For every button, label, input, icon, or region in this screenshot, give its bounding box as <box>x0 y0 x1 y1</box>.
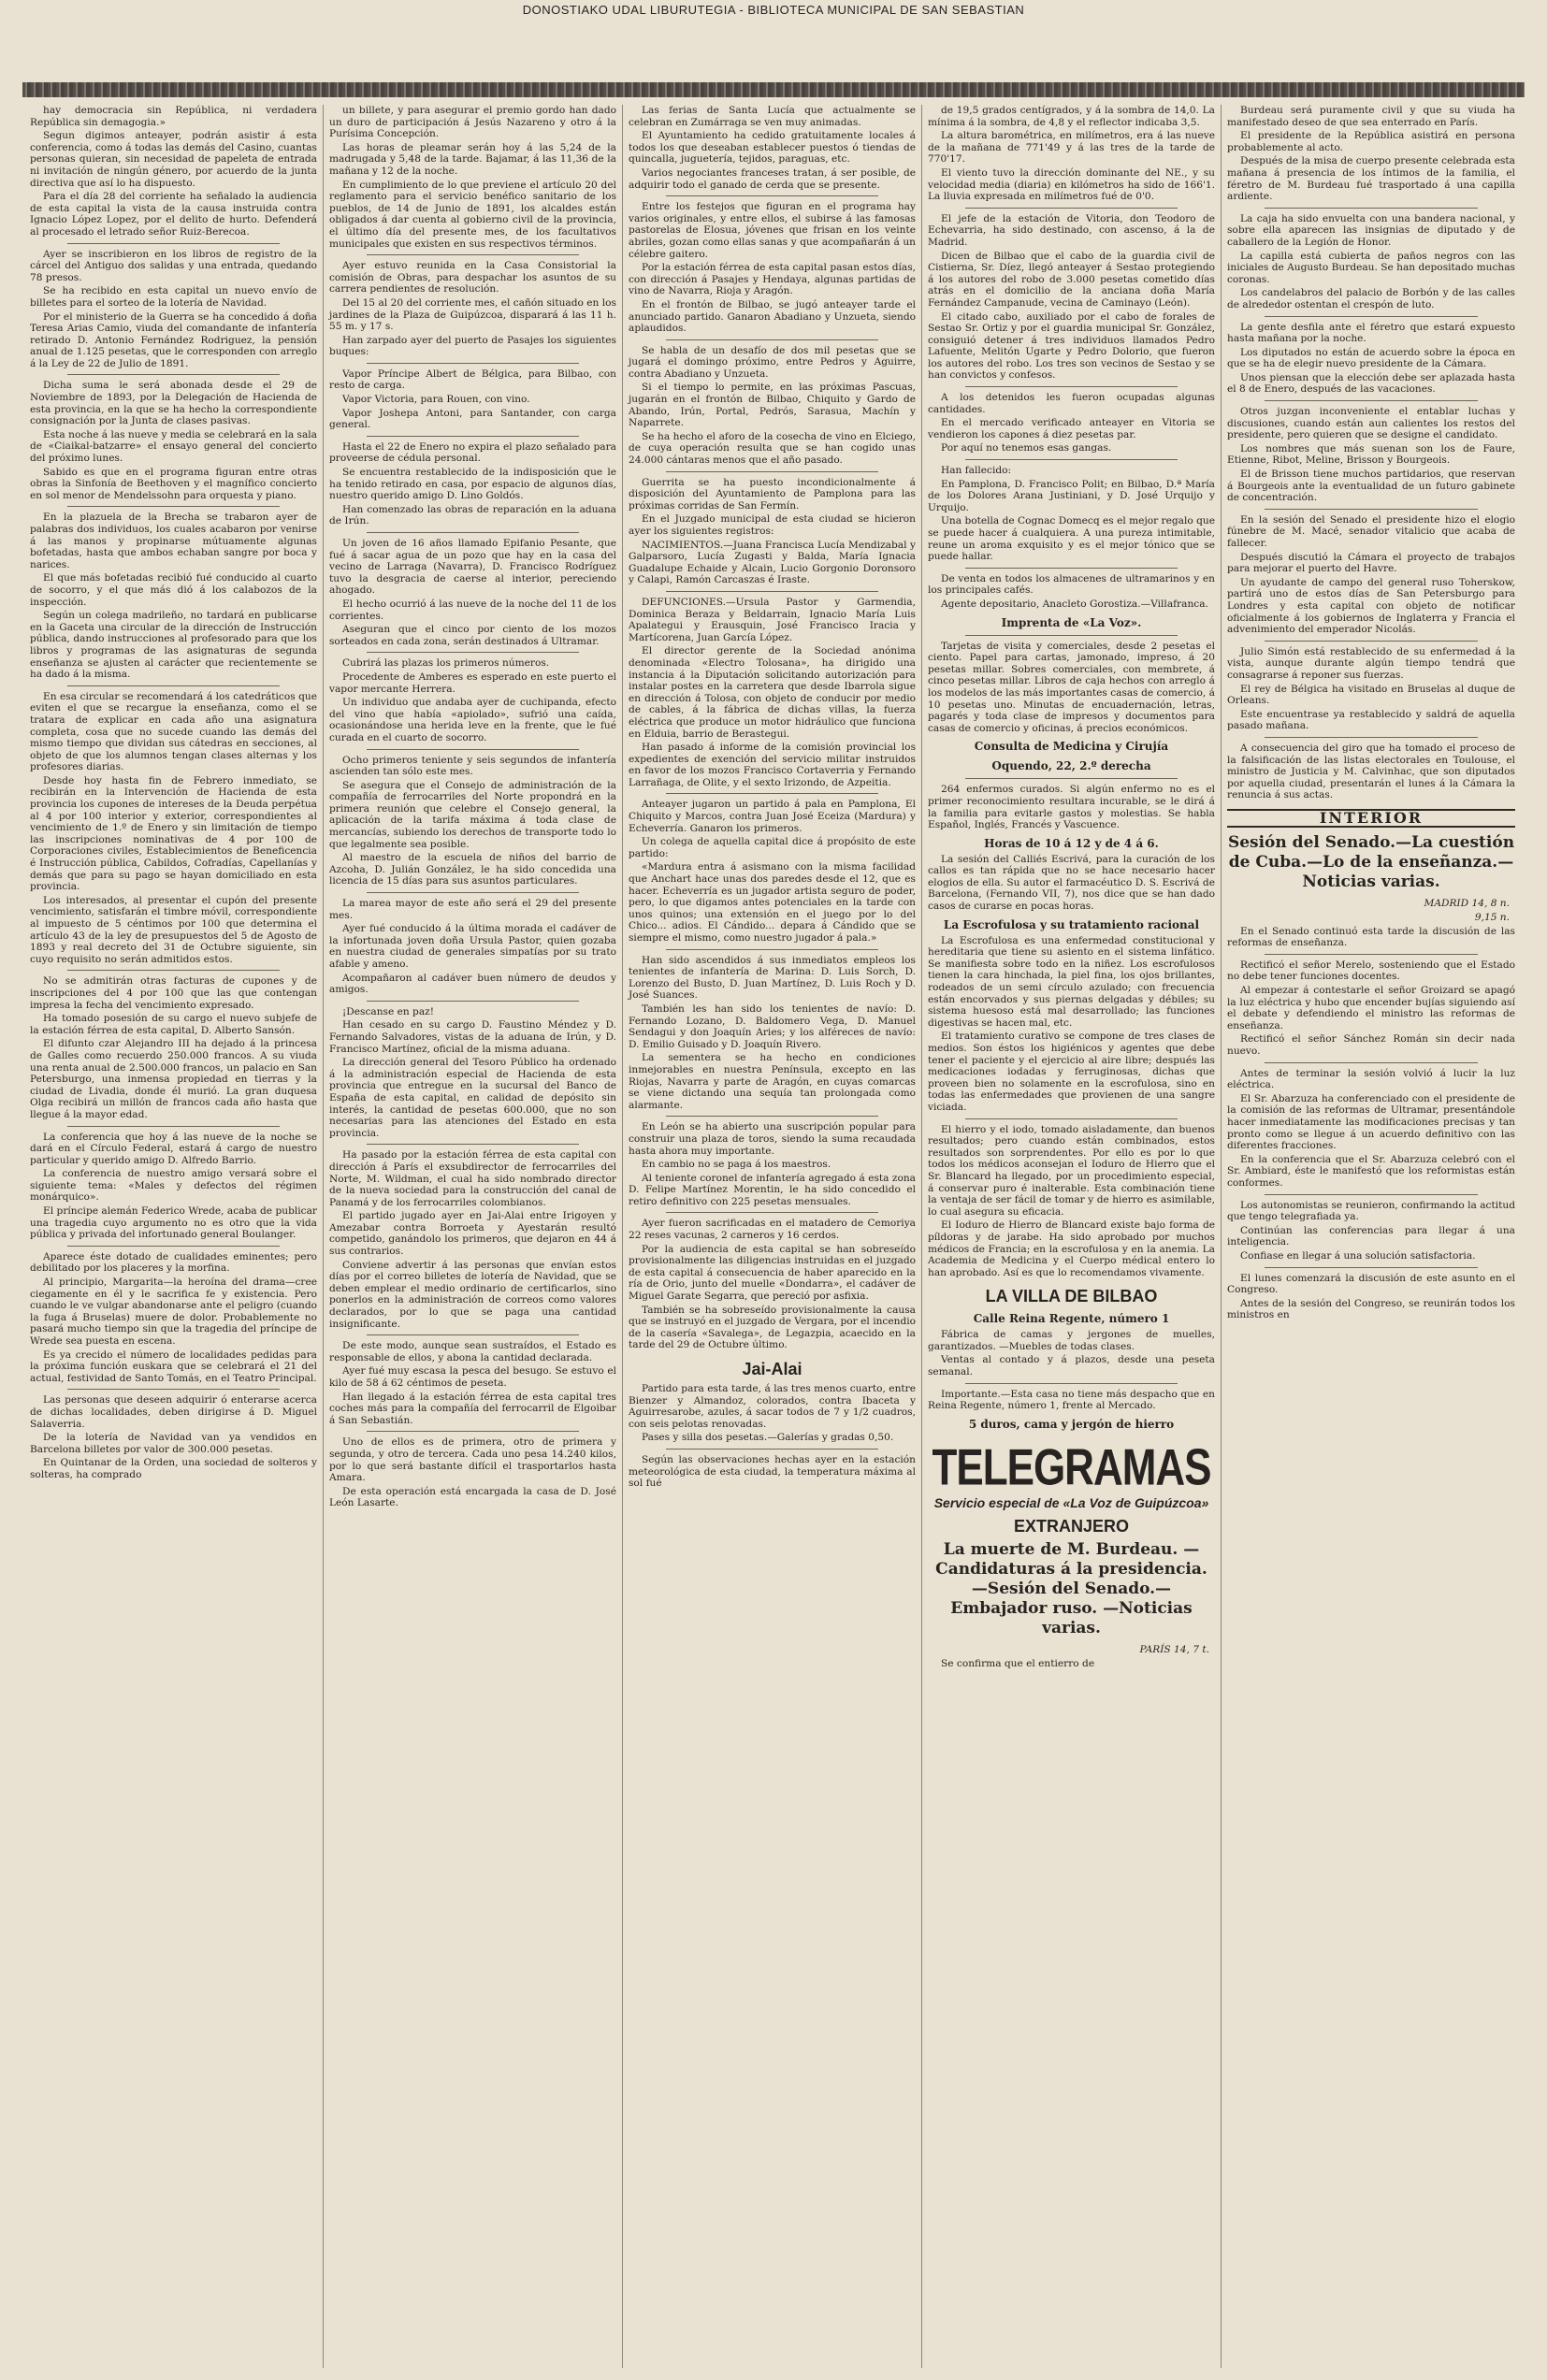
news-paragraph: Se asegura que el Consejo de administración de la compañía de ferrocarriles del Norte propondrá en la primera reunión que celebre el Consejo general, la aplicación de la tarifa máxima á toda clase de mercancías, subiendo los derechos de transporte todo lo que legalmente sea posible. <box>329 779 616 850</box>
news-paragraph: El director gerente de la Sociedad anónima denominada «Electro Tolosana», ha dirigido una instancia á la Diputación solicitando autorización para instalar postes en la carretera que desde Ibarrola sigue en dirección á Tolosa, con objeto de conducir por medio de cables, á la fábrica de dichas villas, la fuerza eléctrica que produce un motor hidráulico que funciona en Elduia, barrio de Berastegui. <box>629 645 916 740</box>
news-paragraph: Un individuo que andaba ayer de cuchipanda, efecto del vino que había «apiolado», sufrió una caída, ocasionándose una herida leve en la frente, que le fué curada en el cuarto de socorro. <box>329 697 616 743</box>
news-paragraph: En el Juzgado municipal de esta ciudad se hicieron ayer los siguientes registros: <box>629 513 916 537</box>
news-paragraph: El difunto czar Alejandro III ha dejado á la princesa de Galles como recuerdo 250.000 francos. A su viuda una renta anual de 2.500.000 francos, un palacio en San Petersburgo, una inmensa propiedad en tierras y la ciudad de Livadia, donde él murió. La gran duquesa Olga recibirá un millón de francos cada año hasta que llegue á la mayor edad. <box>30 1038 317 1120</box>
column-separator-rule <box>666 793 878 794</box>
news-paragraph: Otros juzgan inconveniente el entablar luchas y discusiones, cuando están aun calientes los restos del presidente, pero quieren que se designe el candidato. <box>1227 406 1515 441</box>
news-paragraph: El de Brisson tiene muchos partidarios, que reservan á Bourgeois ante la eventualidad de un futuro gabinete de concentración. <box>1227 469 1515 504</box>
news-paragraph: Han cesado en su cargo D. Faustino Méndez y D. Fernando Salvadores, vistas de la aduana de Irún, y D. Francisco Martínez, oficial de la misma aduana. <box>329 1019 616 1055</box>
column-separator-rule <box>67 1389 280 1390</box>
news-paragraph: de 19,5 grados centígrados, y á la sombra de 14,0. La mínima á la sombra, de 4,8 y el reflector indicaba 3,5. <box>928 105 1215 128</box>
news-paragraph: La conferencia que hoy á las nueve de la noche se dará en el Círculo Federal, estará á cargo de nuestro particular y querido amigo D. Alfredo Barrio. <box>30 1131 317 1166</box>
column-separator-rule <box>367 532 579 533</box>
column-separator-rule <box>666 949 878 950</box>
column-separator-rule <box>965 778 1178 779</box>
news-paragraph: En la conferencia que el Sr. Abarzuza celebró con el Sr. Ambiard, éste le manifestó que los reformistas están conformes. <box>1227 1153 1515 1189</box>
column-separator-rule <box>367 749 579 750</box>
column-separator-rule <box>1265 316 1478 317</box>
news-paragraph: 264 enfermos curados. Si algún enfermo no es el primer reconocimiento resultara incurable, se le dirá á la familia para evitarle gastos y molestias. Se habla Español, Inglés, Francés y Vascuence. <box>928 784 1215 831</box>
news-paragraph: Según las observaciones hechas ayer en la estación meteorológica de esta ciudad, la temperatura máxima al sol fué <box>629 1453 916 1490</box>
news-paragraph: Procedente de Amberes es esperado en este puerto el vapor mercante Herrera. <box>329 671 616 695</box>
news-paragraph: Importante.—Esta casa no tiene más despacho que en Reina Regente, número 1, frente al Mercado. <box>928 1388 1215 1412</box>
news-paragraph: Una botella de Cognac Domecq es el mejor regalo que se puede hacer á cualquiera. A una pureza intimitable, reune un aroma exquisito y es el mejor tónico que se puede hallar. <box>928 515 1215 563</box>
column-separator-rule <box>67 685 280 686</box>
news-paragraph: La sesión del Calliés Escrivá, para la curación de los callos es tan rápida que no se hace necesario hacer elogios de ella. Su autor el farmacéutico D. S. Escrivá de Barcelona, (Fernando VII, 7), nos dice que se han dado casos de curarse en pocas horas. <box>928 853 1215 913</box>
news-paragraph: Las personas que deseen adquirir ó enterarse acerca de dichas localidades, deben dirigirse á D. Miguel Salaverria. <box>30 1394 317 1430</box>
section-heading: Calle Reina Regente, número 1 <box>973 1312 1170 1326</box>
news-paragraph: La capilla está cubierta de paños negros con las iniciales de Augusto Burdeau. Se han depositado muchas coronas. <box>1227 250 1515 285</box>
news-paragraph: Se confirma que el entierro de <box>941 1658 1095 1670</box>
news-paragraph: NACIMIENTOS.—Juana Francisca Lucía Mendizabal y Galparsoro, Lucía Zugasti y Balda, María Ignacia Guadalupe Echaide y Alcain, Lucio Gorgonio Doronsoro y Calapi, Ramón Carcaszas é Iraste. <box>629 539 916 586</box>
news-paragraph: Han fallecido: <box>941 465 1012 477</box>
news-paragraph: Los diputados no están de acuerdo sobre la época en que se ha de elegir nuevo presidente de la Cámara. <box>1227 346 1515 370</box>
column-separator-rule <box>965 208 1178 209</box>
news-paragraph: Ayer fué muy escasa la pesca del besugo. Se estuvo el kilo de 58 á 62 céntimos de peseta. <box>329 1365 616 1389</box>
news-paragraph: Sabido es que en el programa figuran entre otras obras la Sinfonía de Beethoven y el magnífico concierto en sol menor de Mendelssohn para orquesta y piano. <box>30 466 317 501</box>
news-paragraph: Se habla de un desafío de dos mil pesetas que se jugará el domingo próximo, entre Pedros y Aguirre, contra Abadiano y Unzueta. <box>629 344 916 380</box>
news-paragraph: De venta en todos los almacenes de ultramarinos y en los principales cafés. <box>928 572 1215 597</box>
news-paragraph: Un ayudante de campo del general ruso Toherskow, partirá uno de estos días de San Petersburgo para Londres y esta capital con objeto de notificar oficialmente á los gobiernos de Inglaterra y Francia el advenimiento del emperador Nicolás. <box>1227 576 1515 636</box>
news-paragraph: El tratamiento curativo se compone de tres clases de medios. Son éstos los higiénicos y agentes que debe tener el paciente y el ejercicio al aire libre; después las medicaciones iodadas y ferruginosas, dichas que proveen bien no solamente en la escrofulosa, sino en todas las enfermedades que provienen de una sangre viciada. <box>928 1031 1215 1113</box>
news-paragraph: DEFUNCIONES.—Ursula Pastor y Garmendia, Dominica Beraza y Beldarrain, Ignacio María Luis Apalategui y Erausquin, José Francisco Iracia y Martícorena, Juan García López. <box>629 596 916 643</box>
news-paragraph: Después de la misa de cuerpo presente celebrada esta mañana á presencia de los íntimos de la familia, el féretro de M. Burdeau fué trasportado á una capilla ardiente. <box>1227 155 1515 203</box>
news-paragraph: hay democracia sin República, ni verdadera República sin demagogia.» <box>30 105 317 128</box>
column-2 <box>324 105 623 2368</box>
news-paragraph: Al teniente coronel de infantería agregado á esta zona D. Felipe Martínez Morentin, le ha sido concedido el retiro definitivo con 225 pesetas mensuales. <box>629 1172 916 1207</box>
news-paragraph: Los nombres que más suenan son los de Faure, Etienne, Ribot, Meline, Brisson y Bourgeois. <box>1227 442 1515 467</box>
section-heading: EXTRANJERO <box>1013 1517 1130 1536</box>
news-paragraph: Al empezar á contestarle el señor Groizard se apagó la luz eléctrica y hubo que encender bujías siguiendo así el debate y defendiendo el ministro las reformas de enseñanza. <box>1227 985 1515 1031</box>
section-heading: Oquendo, 22, 2.º derecha <box>991 759 1151 773</box>
news-paragraph: Han llegado á la estación férrea de esta capital tres coches más para la compañía del ferrocarril de Elgoibar á San Sebastián. <box>329 1391 616 1426</box>
news-paragraph: Han zarpado ayer del puerto de Pasajes los siguientes buques: <box>329 334 616 358</box>
column-separator-rule <box>1265 1267 1478 1268</box>
column-separator-rule <box>1265 509 1478 510</box>
column-separator-rule <box>666 471 878 472</box>
news-paragraph: ¡Descanse en paz! <box>342 1005 434 1017</box>
news-paragraph: Si el tiempo lo permite, en las próximas Pascuas, jugarán en el frontón de Bilbao, Chiquito y Gardo de Abando, Irún, Portal, Pedrós, Sarasua, Machín y Naparrete. <box>629 382 916 429</box>
column-separator-rule <box>1265 1194 1478 1195</box>
column-separator-rule <box>367 436 579 437</box>
column-1 <box>24 105 324 2368</box>
column-separator-rule <box>1265 737 1478 738</box>
news-paragraph: No se admitirán otras facturas de cupones y de inscripciones del 4 por 100 que las que contengan impresa la fecha del vencimiento expresado. <box>30 975 317 1011</box>
news-paragraph: Julio Simón está restablecido de su enfermedad á la vista, aunque durante algún tiempo tendrá que consagrarse á reponer sus fuerzas. <box>1227 645 1515 681</box>
newspaper-page <box>24 105 1525 2368</box>
news-paragraph: Rectificó el señor Sánchez Román sin decir nada nuevo. <box>1227 1033 1515 1057</box>
news-paragraph: Varios negociantes franceses tratan, á ser posible, de adquirir todo el ganado de cerda que se presente. <box>629 166 916 191</box>
section-heading: TELEGRAMAS <box>932 1438 1211 1496</box>
section-heading: La muerte de M. Burdeau. —Candidaturas á la presidencia.—Sesión del Senado.—Embajador ruso. —Noticias varias. <box>935 1540 1207 1638</box>
news-paragraph: Desde hoy hasta fin de Febrero inmediato, se recibirán en la Intervención de Hacienda de esta provincia los cupones de intereses de la Deuda perpétua al 4 por 100 interior y exterior, correspondientes al vencimiento de 1.º de Enero y sin limitación de tiempo las inscripciones nominativas de 4 por 100 de Corporaciones civiles, Establecimientos de Beneficencia é Instrucción pública, Cabildos, Cofradías, Capellanías y demás que para su pago se hayan domiciliado en esta provincia. <box>30 774 317 893</box>
news-paragraph: Por la audiencia de esta capital se han sobreseído provisionalmente las diligencias instruidas en el juzgado de esta capital á consecuencia de haber aparecido en la ría de Orio, junto del muelle «Dondarra», el cadáver de Miguel Garate Segarra, que pereció por asfixia. <box>629 1243 916 1303</box>
news-paragraph: En cambio no se paga á los maestros. <box>642 1159 831 1171</box>
news-paragraph: Las horas de pleamar serán hoy á las 5,24 de la madrugada y 5,48 de la tarde. Bajamar, á las 11,36 de la mañana y 12 de la noche. <box>329 141 616 177</box>
news-paragraph: Después discutió la Cámara el proyecto de trabajos para mejorar el puerto del Havre. <box>1227 551 1515 575</box>
news-paragraph: Ventas al contado y á plazos, desde una peseta semanal. <box>928 1354 1215 1378</box>
news-paragraph: Vapor Victoria, para Rouen, con vino. <box>342 394 530 406</box>
column-separator-rule <box>1265 400 1478 401</box>
news-paragraph: Este encuentrase ya restablecido y saldrá de aquella pasado mañana. <box>1227 708 1515 732</box>
news-paragraph: Agente depositario, Anacleto Gorostiza.—Villafranca. <box>941 598 1208 610</box>
archive-watermark: DONOSTIAKO UDAL LIBURUTEGIA - BIBLIOTECA MUNICIPAL DE SAN SEBASTIAN <box>522 3 1025 17</box>
news-paragraph: Burdeau será puramente civil y que su viuda ha manifestado deseo de que sea enterrado en París. <box>1227 105 1515 128</box>
section-heading: LA VILLA DE BILBAO <box>985 1287 1158 1306</box>
news-paragraph: Ocho primeros teniente y seis segundos de infantería ascienden tan sólo este mes. <box>329 754 616 778</box>
section-heading: 9,15 n. <box>1474 912 1510 924</box>
section-heading: INTERIOR <box>1227 809 1515 829</box>
news-paragraph: Conviene advertir á las personas que envían estos días por el correo billetes de lotería de Navidad, que se deben emplear el medio ordinario de certificarlos, sino ponerlos en la administración de correos como valores declarados, por lo que se paga una cantidad insignificante. <box>329 1259 616 1330</box>
news-paragraph: Confiase en llegar á una solución satisfactoria. <box>1240 1249 1476 1262</box>
column-separator-rule <box>367 1431 579 1432</box>
news-paragraph: Es ya crecido el número de localidades pedidas para la próxima función euskara que se celebrará el 21 del actual, festividad de Santo Tomás, en el Teatro Principal. <box>30 1349 317 1384</box>
news-paragraph: Han pasado á informe de la comisión provincial los expedientes de exención del servicio militar instruidos en favor de los mozos Francisco Cortaverria y Fernando Larrañaga, de Olite, y el sexto Irizondo, de Azpeitia. <box>629 742 916 788</box>
column-separator-rule <box>1265 641 1478 642</box>
news-paragraph: Los interesados, al presentar el cupón del presente vencimiento, satisfarán el timbre móvil, correspondiente al impuesto de 5 céntimos por 100 que determina el artículo 43 de la ley de presupuestos del 5 de Agosto de 1893 y real decreto del 31 de Octubre siguiente, sin cuyo requisito no serán admitidos estos. <box>30 894 317 965</box>
news-paragraph: Por el ministerio de la Guerra se ha concedido á doña Teresa Arias Camio, viuda del comandante de infantería retirado D. Antonio Fernández Rodriguez, la pensión anual de 1.125 pesetas, que le corresponden con arreglo á la Ley de 22 de Julio de 1891. <box>30 310 317 369</box>
news-paragraph: En el mercado verificado anteayer en Vitoria se vendieron los capones á diez pesetas par. <box>928 417 1215 440</box>
news-paragraph: El Ioduro de Hierro de Blancard existe bajo forma de píldoras y de jarabe. Ha sido aprobado por muchos médicos de Francia; en la escrofulosa y en la anemia. La Academia de Medicina y el Cuerpo médical entero lo han aprobado. Así es que lo recomendamos vivamente. <box>928 1219 1215 1278</box>
news-paragraph: Tarjetas de visita y comerciales, desde 2 pesetas el ciento. Papel para cartas, jamonado, impreso, á 20 pesetas millar. Sobres comerciales, con membrete, á cinco pesetas millar. Libros de caja hechos con arreglo á los modelos de las más importantes casas de comercio, á 10 pesetas uno. Minutas de encuadernación, letras, pagarés y toda clase de impresos y documentos para casas de comercio y oficinas, á precios económicos. <box>928 640 1215 734</box>
news-paragraph: Vapor Príncipe Albert de Bélgica, para Bilbao, con resto de carga. <box>329 368 616 392</box>
news-paragraph: El Sr. Abarzuza ha conferenciado con el presidente de la comisión de las reformas de Ultramar, presentándole hacer inmediatamente las modificaciones precisas y tan pronto como se llegue á un acuerdo definitivo con las diferentes fracciones. <box>1227 1092 1515 1152</box>
news-paragraph: Segun digimos anteayer, podrán asistir á esta conferencia, como á todas las demás del Casino, cuantas personas quieran, sin necesidad de papeleta de entrada ni invitación de ningún género, por acuerdo de la junta directiva que así lo ha dispuesto. <box>30 130 317 189</box>
news-paragraph: Ayer estuvo reunida en la Casa Consistorial la comisión de Obras, para despachar los asuntos de su carrera pendientes de resolución. <box>329 260 616 296</box>
news-paragraph: La caja ha sido envuelta con una bandera nacional, y sobre ella aparecen las insignias de diputado y de caballero de la Legión de Honor. <box>1227 212 1515 248</box>
news-paragraph: Ayer fueron sacrificadas en el matadero de Cemoriya 22 reses vacunas, 2 carneros y 16 cerdos. <box>629 1218 916 1242</box>
section-heading: Horas de 10 á 12 y de 4 á 6. <box>984 836 1159 850</box>
news-paragraph: Partido para esta tarde, á las tres menos cuarto, entre Bienzer y Almandoz, colorados, contra Ibaceta y Aguirresarobe, azules, á sacar todos de 7 y 1/2 cuadros, con seis pelotas renovadas. <box>629 1383 916 1430</box>
news-paragraph: Rectificó el señor Merelo, sosteniendo que el Estado no debe tener funciones docentes. <box>1227 959 1515 983</box>
news-paragraph: Unos piensan que la elección debe ser aplazada hasta el 8 de Enero, después de las vacaciones. <box>1227 371 1515 396</box>
news-paragraph: Continúan las conferencias para llegar á una inteligencia. <box>1227 1224 1515 1248</box>
news-paragraph: La altura barométrica, en milímetros, era á las nueve de la mañana de 771'49 y á las tres de la tarde de 770'17. <box>928 130 1215 166</box>
news-paragraph: En el Senado continuó esta tarde la discusión de las reformas de enseñanza. <box>1227 925 1515 949</box>
column-separator-rule <box>1265 954 1478 955</box>
column-separator-rule <box>1265 1062 1478 1063</box>
column-separator-rule <box>67 1126 280 1127</box>
news-paragraph: Cubrirá las plazas los primeros números. <box>342 657 550 670</box>
news-paragraph: En Quintanar de la Orden, una sociedad de solteros y solteras, ha comprado <box>30 1457 317 1480</box>
news-paragraph: El que más bofetadas recibió fué conducido al cuarto de socorro, y el que más dió á los calabozos de la inspección. <box>30 572 317 608</box>
news-paragraph: Un colega de aquella capital dice á propósito de este partido: <box>629 836 916 859</box>
column-separator-rule <box>965 568 1178 569</box>
column-separator-rule <box>367 892 579 893</box>
news-paragraph: Guerrita se ha puesto incondicionalmente á disposición del Ayuntamiento de Pamplona para las próximas corridas de San Fermín. <box>629 476 916 512</box>
news-paragraph: Entre los festejos que figuran en el programa hay varios originales, y entre ellos, el subirse á las famosas pastorelas de Elosua, jóvenes que frisan en los veinte abriles, gozan como ellas sanas y que acompañarán á un célebre gaitero. <box>629 201 916 260</box>
news-paragraph: El viento tuvo la dirección dominante del NE., y su velocidad media (diaria) en kilómetros ha sido de 166'1. La lluvia expresada en milímetros fué de 0'0. <box>928 166 1215 203</box>
section-heading: Consulta de Medicina y Cirujía <box>974 740 1169 754</box>
news-paragraph: Anteayer jugaron un partido á pala en Pamplona, El Chiquito y Marcos, contra Juan José Eceiza (Mardura) y Echeverría. Ganaron los primeros. <box>629 799 916 834</box>
news-paragraph: Por la estación férrea de esta capital pasan estos días, con dirección á Pasajes y Hendaya, algunas partidas de vino de Navarra, Rioja y Aragón. <box>629 262 916 297</box>
news-paragraph: Dicha suma le será abonada desde el 29 de Noviembre de 1893, por la Delegación de Hacienda de esta provincia, en la que se ha hecho la correspondiente consignación por la Junta de clases pasivas. <box>30 380 317 427</box>
news-paragraph: Un joven de 16 años llamado Epifanio Pesante, que fué á sacar agua de un pozo que hay en la casa del vecino de Larraga (Navarra), D. Francisco Rodríguez tuvo la desgracia de caerse al interior, pereciendo ahogado. <box>329 538 616 597</box>
column-separator-rule <box>1265 208 1478 209</box>
column-separator-rule <box>965 386 1178 387</box>
news-paragraph: El rey de Bélgica ha visitado en Bruselas al duque de Orleans. <box>1227 683 1515 707</box>
news-paragraph: Uno de ellos es de primera, otro de primera y segunda, y otro de tercera. Cada uno pesa 14.240 kilos, por lo que será bastante difícil el trasportarlos hasta Amara. <box>329 1436 616 1484</box>
news-paragraph: Han comenzado las obras de reparación en la aduana de Irún. <box>329 503 616 527</box>
news-paragraph: Ayer se inscribieron en los libros de registro de la cárcel del Antiguo dos salidas y una entrada, quedando 78 presos. <box>30 248 317 283</box>
news-paragraph: Al maestro de la escuela de niños del barrio de Azcoha, D. Julián González, le ha sido concedida una licencia de 15 días para sus asuntos particulares. <box>329 852 616 887</box>
news-paragraph: El citado cabo, auxiliado por el cabo de forales de Sestao Sr. Ortiz y por el guardia municipal Sr. González, consiguió detener á tres individuos llamados Pedro Lafuente, Melitón Ugarte y Pedro Dolorio, que fueron los autores del robo. Los tres son vecinos de Sestao y se han convictos y confesos. <box>928 310 1215 382</box>
column-separator-rule <box>67 374 280 375</box>
section-heading: La Escrofulosa y su tratamiento racional <box>943 917 1200 931</box>
column-separator-rule <box>367 363 579 364</box>
news-paragraph: El Ayuntamiento ha cedido gratuitamente locales á todos los que deseaban establecer puestos ó tiendas de quincalla, juguetería, tejidos, paraguas, etc. <box>629 130 916 166</box>
news-paragraph: De este modo, aunque sean sustraídos, el Estado es responsable de ellos, y abona la cantidad declarada. <box>329 1340 616 1363</box>
column-separator-rule <box>666 195 878 196</box>
section-heading: 5 duros, cama y jergón de hierro <box>968 1417 1175 1431</box>
news-paragraph: El lunes comenzará la discusión de este asunto en el Congreso. <box>1227 1272 1515 1296</box>
section-heading: Servicio especial de «La Voz de Guipúzcoa» <box>933 1494 1209 1510</box>
news-paragraph: «Mardura entra á asismano con la misma facilidad que Anchart hace unas dos paredes desde el 12, que es hacer. Echeverría es un jugador artista seguro de poder, pero, lo que digamos antes potenciales en la tarde con unos quinos; una extensión en el juego por lo del Chico... adios. El Cándido... depara á Cándido que se siempre el mismo, como nuestro jugador á pala.» <box>629 861 916 944</box>
column-separator-rule <box>67 1246 280 1247</box>
news-paragraph: Pases y silla dos pesetas.—Galerías y gradas 0,50. <box>642 1432 894 1444</box>
news-paragraph: En esa circular se recomendará á los catedráticos que eviten el que se recargue la enseñanza, como el se tratara de explicar en cada año una asignatura completa, cosa que no sucede cuando las demás del mismo tiempo que dividan sus cátedras en secciones, al objeto de que los alumnos tengan clases alternas y los profesores diarias. <box>30 690 317 773</box>
column-separator-rule <box>367 254 579 255</box>
news-paragraph: En la sesión del Senado el presidente hizo el elogio fúnebre de M. Macé, senador vitalicio que acaba de fallecer. <box>1227 513 1515 549</box>
news-paragraph: El partido jugado ayer en Jai-Alai entre Irigoyen y Amezabar contra Borroeta y Ayestarán resultó competido, ganándolo los primeros, que dejaron en 44 á sus contrarios. <box>329 1210 616 1258</box>
news-paragraph: De la lotería de Navidad van ya vendidos en Barcelona billetes por valor de 300.000 pesetas. <box>30 1432 317 1455</box>
column-separator-rule <box>965 1383 1178 1384</box>
column-separator-rule <box>67 970 280 971</box>
news-paragraph: A consecuencia del giro que ha tomado el proceso de la falsificación de las listas electorales en Toulouse, el ministro de Justicia y M. Calvinhac, que son diputados por aquella ciudad, presentarán el lunes á la Cámara la renuncia á sus actas. <box>1227 742 1515 801</box>
column-separator-rule <box>367 1144 579 1145</box>
news-paragraph: Ha tomado posesión de su cargo el nuevo subjefe de la estación férrea de esta capital, D. Alberto Sansón. <box>30 1013 317 1036</box>
column-separator-rule <box>67 506 280 507</box>
news-paragraph: Ha pasado por la estación férrea de esta capital con dirección á París el exsubdirector de ferrocarriles del Norte, M. Wildman, el cual ha sido nombrado director de la nueva sociedad para la construcción del canal de Panamá y de los ferrocarriles colombianos. <box>329 1149 616 1208</box>
news-paragraph: El príncipe alemán Federico Wrede, acaba de publicar una tragedia cuyo argumento no es otro que la vida pública y privada del infortunado general Boulanger. <box>30 1205 317 1241</box>
column-separator-rule <box>666 1212 878 1213</box>
news-paragraph: Según un colega madrileño, no tardará en publicarse en la Gaceta una circular de la dirección de Instrucción pública, dando instrucciones al profesorado para que los libros y programas de las asignaturas de segunda enseñanza se ajusten al carácter que recientemente se ha dado á la misma. <box>30 610 317 681</box>
section-heading: Imprenta de «La Voz». <box>1001 615 1142 629</box>
news-paragraph: A los detenidos les fueron ocupadas algunas cantidades. <box>928 392 1215 415</box>
news-paragraph: En el frontón de Bilbao, se jugó anteayer tarde el anunciado partido. Ganaron Abadiano y Unzueta, siendo aplaudidos. <box>629 298 916 335</box>
column-separator-rule <box>666 1116 878 1117</box>
news-paragraph: Han sido ascendidos á sus inmediatos empleos los tenientes de infantería de Marina: D. Luis Sorch, D. Lorenzo del Busto, D. Juan Martínez, D. Luis Roch y D. José Suances. <box>629 954 916 1002</box>
news-paragraph: Aparece éste dotado de cualidades eminentes; pero debilitado por los placeres y la morfina. <box>30 1250 317 1275</box>
column-5 <box>1222 105 1521 2368</box>
news-paragraph: Vapor Joshepa Antoni, para Santander, con carga general. <box>329 407 616 431</box>
section-heading: Jai-Alai <box>742 1360 802 1378</box>
news-paragraph: La gente desfila ante el féretro que estará expuesto hasta mañana por la noche. <box>1227 321 1515 345</box>
news-paragraph: Para el día 28 del corriente ha señalado la audiencia de esta capital la vista de la causa instruida contra Ignacio López Lopez, por el delito de hurto. Defenderá al procesado el letrado señor Ruiz-Berecoa. <box>30 191 317 238</box>
news-paragraph: Del 15 al 20 del corriente mes, el cañón situado en los jardines de la Plaza de Guipúzcoa, disparará á las 11 h. 55 m. y 17 s. <box>329 296 616 333</box>
column-separator-rule <box>965 635 1178 636</box>
column-separator-rule <box>666 339 878 340</box>
news-paragraph: Por aquí no tenemos esas gangas. <box>941 442 1112 454</box>
news-paragraph: Los autonomistas se reunieron, confirmando la actitud que tengo telegrafiada ya. <box>1227 1199 1515 1223</box>
news-paragraph: Dicen de Bilbao que el cabo de la guardia civil de Cistierna, Sr. Díez, llegó anteayer á Sestao protegiendo á los autores del robo de 3.000 pesetas cometido días atrás en el domicilio de la anciana doña María Fernández Campanude, vecina de Caminayo (León). <box>928 250 1215 309</box>
news-paragraph: La sementera se ha hecho en condiciones inmejorables en nuestra Península, excepto en las Riojas, Navarra y parte de Aragón, en cuyas comarcas se viene dictando una sequía tan prolongada como alarmante. <box>629 1052 916 1111</box>
news-paragraph: El presidente de la República asistirá en persona probablemente al acto. <box>1227 130 1515 153</box>
section-heading: PARÍS 14, 7 t. <box>1139 1644 1209 1656</box>
news-paragraph: La dirección general del Tesoro Público ha ordenado á la administración especial de Hacienda de esta provincia que entregue en la sucursal del Banco de España de esta capital, en calidad de depósito sin interés, la cantidad de pesetas 600.000, que no son necesarias para las atenciones del Estado en esta provincia. <box>329 1057 616 1139</box>
news-paragraph: La marea mayor de este año será el 29 del presente mes. <box>329 898 616 921</box>
section-heading: Sesión del Senado.—La cuestión de Cuba.—Lo de la enseñanza.—Noticias varias. <box>1227 833 1515 892</box>
column-separator-rule <box>965 1118 1178 1119</box>
news-paragraph: Aseguran que el cinco por ciento de los mozos sorteados en cada zona, serán destinados á Ultramar. <box>329 624 616 647</box>
news-paragraph: En la plazuela de la Brecha se trabaron ayer de palabras dos individuos, los cuales acabaron por venirse á las manos y propinarse mútuamente algunas bofetadas, hasta que ambos echaban sangre por boca y narices. <box>30 512 317 570</box>
news-paragraph: De esta operación está encargada la casa de D. José León Lasarte. <box>329 1485 616 1509</box>
column-separator-rule <box>367 1001 579 1002</box>
news-paragraph: El hierro y el iodo, tomado aisladamente, dan buenos resultados; pero cuando están combinados, estos resultados son sorprendentes. Por ello es por lo que todos los médicos aconsejan el Ioduro de Hierro que el Sr. Blancard ha llegado, por un procedimiento especial, á conservar puro é inalterable. Esta combinación tiene la ventaja de ser fácil de tomar y de hierro es asimilable, lo cual asegura su eficacia. <box>928 1123 1215 1218</box>
news-paragraph: Se ha hecho el aforo de la cosecha de vino en Elciego, de cuya operación resulta que se han cogido unas 24.000 cántaras menos que el año pasado. <box>629 430 916 467</box>
news-paragraph: El hecho ocurrió á las nueve de la noche del 11 de los corrientes. <box>329 598 616 622</box>
masthead-band <box>22 82 1525 97</box>
news-paragraph: En cumplimiento de lo que previene el artículo 20 del reglamento para el servicio benéfico sanitario de los pueblos, de 14 de Junio de 1891, los alcaldes están obligados á dar cuenta al gobierno civil de la provincia, el último día del presente mes, de los facultativos municipales que existen en sus respectivos términos. <box>329 179 616 250</box>
news-paragraph: También se ha sobreseído provisionalmente la causa que se instruyó en el juzgado de Vergara, por el incendio de la casería «Savalega», de Legazpia, acaecido en la tarde del 29 de Octubre último. <box>629 1304 916 1351</box>
column-separator-rule <box>666 591 878 592</box>
column-separator-rule <box>67 243 280 244</box>
news-paragraph: La conferencia de nuestro amigo versará sobre el siguiente tema: «Males y defectos del régimen monárquico». <box>30 1168 317 1204</box>
news-paragraph: En Pamplona, D. Francisco Polit; en Bilbao, D.ª María de los Dolores Arana Justiniani, y D. José Urquijo y Urquijo. <box>928 478 1215 513</box>
news-paragraph: Las ferias de Santa Lucía que actualmente se celebran en Zumárraga se ven muy animadas. <box>629 105 916 128</box>
column-separator-rule <box>367 1334 579 1335</box>
news-paragraph: Se ha recibido en esta capital un nuevo envío de billetes para el sorteo de la lotería de Navidad. <box>30 285 317 309</box>
news-paragraph: La Escrofulosa es una enfermedad constitucional y hereditaria que tiene su asiento en el sistema linfático. Se manifiesta sobre todo en la niñez. Los escrofulosos tienen la cara hinchada, la piel fina, los ojos brillantes, rodeados de un semi círculo azulado; con frecuencia están encorvados y sus piernas delgadas y débiles; su sistema huesoso está mal desarrollado; las funciones digestivas se hacen mal, etc. <box>928 934 1215 1029</box>
section-heading: MADRID 14, 8 n. <box>1424 898 1510 910</box>
news-paragraph: Hasta el 22 de Enero no expira el plazo señalado para proveerse de cédula personal. <box>329 440 616 465</box>
news-paragraph: Los candelabros del palacio de Borbón y de las calles de alrededor ostentan el crespón de luto. <box>1227 287 1515 310</box>
news-paragraph: un billete, y para asegurar el premio gordo han dado un duro de participación á Jesús Nazareno y otro á la Purísima Concepción. <box>329 105 616 140</box>
news-paragraph: Antes de la sesión del Congreso, se reunirán todos los ministros en <box>1227 1297 1515 1321</box>
news-paragraph: Al principio, Margarita—la heroína del drama—cree ciegamente en él y le sacrifica fe y existencia. Pero cuando le ve vulgar abandonarse ante el peligro (cuando la fuga á Bruselas) muere de dolor. Probablemente no pasará mucho tiempo sin que la tragedia del príncipe de Wrede sea puesta en escena. <box>30 1277 317 1347</box>
column-4 <box>922 105 1222 2368</box>
column-3 <box>623 105 922 2368</box>
column-separator-rule <box>965 459 1178 460</box>
news-paragraph: Ayer fué conducido á la última morada el cadáver de la infortunada joven doña Ursula Pastor, quien gozaba en nuestra ciudad de generales simpatías por su trato afable y ameno. <box>329 923 616 970</box>
news-paragraph: El jefe de la estación de Vitoria, don Teodoro de Echevarria, ha sido destinado, con ascenso, á la de Madrid. <box>928 212 1215 248</box>
news-paragraph: Acompañaron al cadáver buen número de deudos y amigos. <box>329 972 616 996</box>
column-separator-rule <box>367 652 579 653</box>
news-paragraph: En León se ha abierto una suscripción popular para construir una plaza de toros, siendo la suma recaudada hasta ahora muy importante. <box>629 1121 916 1157</box>
column-separator-rule <box>666 1449 878 1450</box>
news-paragraph: Antes de terminar la sesión volvió á lucir la luz eléctrica. <box>1227 1067 1515 1091</box>
news-paragraph: Esta noche á las nueve y media se celebrará en la sala de «Ciaikal-batzarre» el ensayo general del concierto del próximo lunes. <box>30 428 317 465</box>
news-paragraph: Fábrica de camas y jergones de muelles, garantizados. —Muebles de todas clases. <box>928 1329 1215 1352</box>
news-paragraph: Se encuentra restablecido de la indisposición que le ha tenido retirado en casa, por espacio de algunos días, nuestro querido amigo D. Lino Goldós. <box>329 467 616 502</box>
news-paragraph: También les han sido los tenientes de navío: D. Fernando Lozano, D. Baldomero Vega, D. Manuel Sendagui y don Joaquín Aries; y los alféreces de navío: D. Emilio Guisado y D. Joaquín Rivero. <box>629 1002 916 1050</box>
